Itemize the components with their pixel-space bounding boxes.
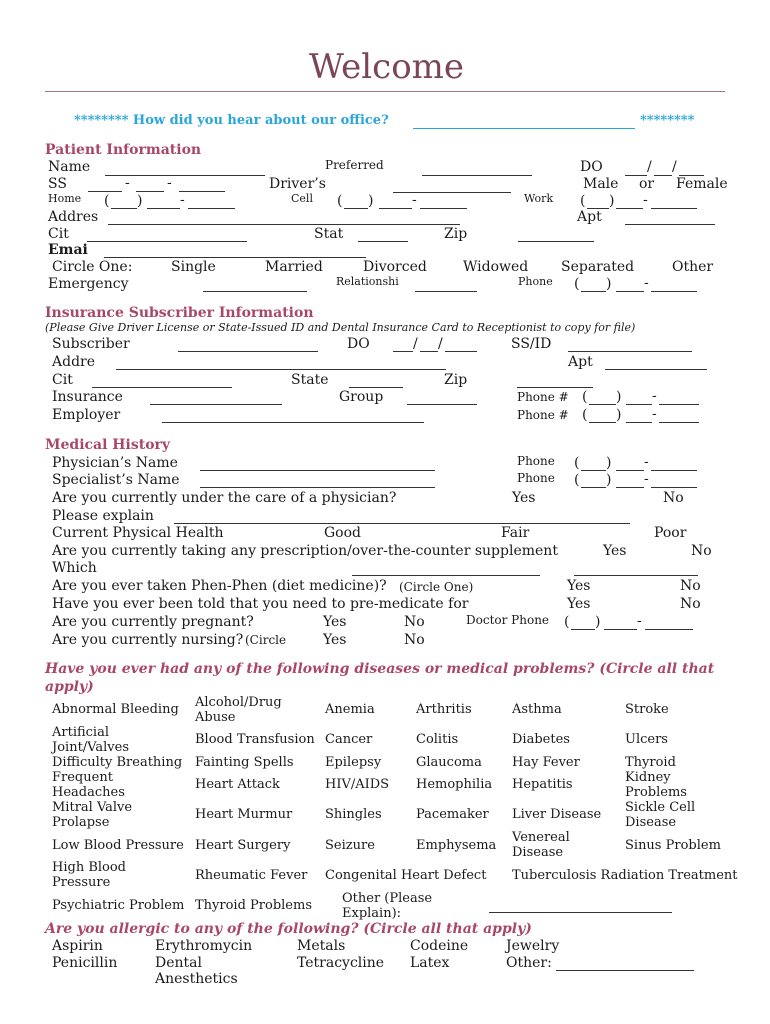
disease-other-explain: Explain): xyxy=(342,906,402,921)
disease-prolapse[interactable]: Prolapse xyxy=(52,815,110,830)
disease-hay-fever[interactable]: Hay Fever xyxy=(512,755,580,770)
nursing-question: Are you currently nursing? xyxy=(52,632,244,648)
ss-part3[interactable] xyxy=(179,191,225,192)
disease-arthritis[interactable]: Arthritis xyxy=(416,702,472,717)
disease-heart-surgery[interactable]: Heart Surgery xyxy=(195,838,291,853)
disease-joint-valves[interactable]: Joint/Valves xyxy=(52,740,129,755)
referral-question: ******** How did you hear about our office? xyxy=(74,113,389,128)
disease-hemophilia[interactable]: Hemophilia xyxy=(416,777,493,792)
work-phone-label: Work xyxy=(524,192,554,205)
health-label: Current Physical Health xyxy=(52,525,224,541)
disease-artificial[interactable]: Artificial xyxy=(52,725,110,740)
which-field-2[interactable] xyxy=(574,575,698,576)
sub-state-label: State xyxy=(291,372,329,388)
disease-liver-disease[interactable]: Liver Disease xyxy=(512,807,602,822)
zip-label: Zip xyxy=(444,226,468,242)
physician-area-code[interactable] xyxy=(581,470,606,471)
which-label: Which xyxy=(52,560,97,576)
premedicate-question: Have you ever been told that you need to pre-medicate for xyxy=(52,596,469,612)
under-care-question: Are you currently under the care of a physician? xyxy=(52,490,397,506)
cell-phone-label: Cell xyxy=(291,192,313,205)
ss-part2[interactable] xyxy=(136,191,164,192)
pregnant-no[interactable]: No xyxy=(404,614,425,630)
emergency-number[interactable] xyxy=(651,291,697,292)
dob-day[interactable] xyxy=(654,175,672,176)
apt-label: Apt xyxy=(577,209,602,225)
employer-number[interactable] xyxy=(659,422,699,423)
under-care-yes[interactable]: Yes xyxy=(512,490,536,506)
insurance-label: Insurance xyxy=(52,389,123,405)
allergy-erythromycin[interactable]: Erythromycin xyxy=(155,938,253,954)
physician-number[interactable] xyxy=(651,470,697,471)
email-label: Emai xyxy=(48,242,88,258)
married-option[interactable]: Married xyxy=(265,259,323,275)
which-field-1[interactable] xyxy=(352,575,540,576)
emergency-prefix[interactable] xyxy=(616,291,644,292)
city-field[interactable] xyxy=(87,241,247,242)
preferred-label: Preferred xyxy=(325,158,384,172)
disease-seizure[interactable]: Seizure xyxy=(325,838,375,853)
allergy-jewelry[interactable]: Jewelry xyxy=(506,938,560,954)
doctor-area-code[interactable] xyxy=(571,629,595,630)
physician-prefix[interactable] xyxy=(616,470,644,471)
other-option[interactable]: Other xyxy=(672,259,714,275)
explain-field[interactable] xyxy=(174,523,630,524)
disease-tuberculosis[interactable]: Tuberculosis Radiation Treatment xyxy=(512,868,738,883)
sub-dob-label: DO xyxy=(347,336,370,352)
disease-venereal-disease[interactable]: Disease xyxy=(512,845,564,860)
pregnant-question: Are you currently pregnant? xyxy=(52,614,254,630)
emergency-area-code[interactable] xyxy=(581,291,606,292)
disease-alcohol-drug-abuse[interactable]: Abuse xyxy=(195,710,236,725)
disease-heart-attack[interactable]: Heart Attack xyxy=(195,777,280,792)
subscriber-field[interactable] xyxy=(178,351,318,352)
medical-history-heading: Medical History xyxy=(45,437,171,453)
zip-field[interactable] xyxy=(518,241,594,242)
work-prefix[interactable] xyxy=(616,208,643,209)
nursing-circle-note: (Circle xyxy=(245,633,287,647)
disease-cancer[interactable]: Cancer xyxy=(325,732,373,747)
disease-stroke[interactable]: Stroke xyxy=(625,702,669,717)
name-label: Name xyxy=(48,159,91,175)
group-label: Group xyxy=(339,389,384,405)
referral-suffix: ******** xyxy=(640,113,695,128)
relationship-label: Relationshi xyxy=(336,275,399,288)
group-field[interactable] xyxy=(407,404,477,405)
specialist-prefix[interactable] xyxy=(616,487,644,488)
supplement-no[interactable]: No xyxy=(691,543,712,559)
disease-thyroid[interactable]: Thyroid xyxy=(625,755,676,770)
diseases-question-line1: Have you ever had any of the following diseases or medical problems? (Circle all that xyxy=(45,661,715,677)
disease-ulcers[interactable]: Ulcers xyxy=(625,732,668,747)
insurance-heading: Insurance Subscriber Information xyxy=(45,305,314,321)
nursing-yes[interactable]: Yes xyxy=(323,632,347,648)
circle-one-label: Circle One: xyxy=(52,259,133,275)
apt-field[interactable] xyxy=(625,224,715,225)
disease-shingles[interactable]: Shingles xyxy=(325,807,382,822)
home-prefix[interactable] xyxy=(147,208,180,209)
disease-rheumatic-fever[interactable]: Rheumatic Fever xyxy=(195,868,308,883)
phenphen-circle-note: (Circle One) xyxy=(399,580,474,594)
allergies-question: Are you allergic to any of the following? (Circle all that apply) xyxy=(45,921,532,937)
drivers-license-field[interactable] xyxy=(393,192,511,193)
preferred-field[interactable] xyxy=(422,175,532,176)
doctor-prefix[interactable] xyxy=(604,629,637,630)
disease-kidney-problems[interactable]: Problems xyxy=(625,785,687,800)
explain-label: Please explain xyxy=(52,508,154,524)
allergy-dental[interactable]: Dental xyxy=(155,955,202,971)
insurance-field[interactable] xyxy=(150,404,282,405)
title-rule xyxy=(45,91,725,92)
disease-alcohol-drug[interactable]: Alcohol/Drug xyxy=(195,695,282,710)
cell-prefix[interactable] xyxy=(379,208,412,209)
disease-asthma[interactable]: Asthma xyxy=(512,702,562,717)
health-fair[interactable]: Fair xyxy=(501,525,530,541)
sub-city-field[interactable] xyxy=(92,387,232,388)
disease-colitis[interactable]: Colitis xyxy=(416,732,459,747)
home-number[interactable] xyxy=(188,208,235,209)
physician-phone-label: Phone xyxy=(517,454,555,468)
disease-sickle-cell-disease[interactable]: Disease xyxy=(625,815,677,830)
divorced-option[interactable]: Divorced xyxy=(363,259,427,275)
specialist-field[interactable] xyxy=(200,487,435,488)
address-field[interactable] xyxy=(108,224,460,225)
sub-zip-label: Zip xyxy=(444,372,468,388)
sub-dob-month[interactable] xyxy=(393,351,413,352)
supplement-yes[interactable]: Yes xyxy=(603,543,627,559)
disease-venereal[interactable]: Venereal xyxy=(512,830,570,845)
subscriber-label: Subscriber xyxy=(52,336,130,352)
sub-dob-year[interactable] xyxy=(445,351,477,352)
single-option[interactable]: Single xyxy=(171,259,216,275)
emergency-label: Emergency xyxy=(48,276,129,292)
insurance-area-code[interactable] xyxy=(589,404,616,405)
disease-kidney[interactable]: Kidney xyxy=(625,770,671,785)
sub-state-field[interactable] xyxy=(349,387,403,388)
allergy-latex[interactable]: Latex xyxy=(410,955,450,971)
employer-field[interactable] xyxy=(162,422,424,423)
employer-label: Employer xyxy=(52,407,121,423)
state-label: Stat xyxy=(314,226,344,242)
disease-other-please: Other (Please xyxy=(342,891,433,906)
widowed-option[interactable]: Widowed xyxy=(463,259,529,275)
doctor-phone-label: Doctor Phone xyxy=(466,613,550,627)
disease-thyroid-problems[interactable]: Thyroid Problems xyxy=(195,898,312,913)
disease-high-blood[interactable]: High Blood xyxy=(52,860,127,875)
home-area-code[interactable] xyxy=(111,208,137,209)
address-label: Addres xyxy=(48,209,99,225)
sub-address-field[interactable] xyxy=(116,369,446,370)
allergy-codeine[interactable]: Codeine xyxy=(410,938,469,954)
allergy-tetracycline[interactable]: Tetracycline xyxy=(297,955,385,971)
specialist-label: Specialist’s Name xyxy=(52,472,180,488)
cell-area-code[interactable] xyxy=(344,208,368,209)
disease-headaches[interactable]: Headaches xyxy=(52,785,125,800)
disease-other-field[interactable] xyxy=(489,912,672,913)
dob-label: DO xyxy=(580,159,603,175)
health-poor[interactable]: Poor xyxy=(654,525,687,541)
physician-label: Physician’s Name xyxy=(52,455,178,471)
phenphen-question: Are you ever taken Phen-Phen (diet medicine)? xyxy=(52,578,387,594)
sub-apt-field[interactable] xyxy=(605,369,707,370)
ssid-label: SS/ID xyxy=(511,336,552,352)
city-label: Cit xyxy=(48,226,69,242)
disease-anemia[interactable]: Anemia xyxy=(325,702,375,717)
disease-blood-transfusion[interactable]: Blood Transfusion xyxy=(195,732,315,747)
drivers-license-label: Driver’s xyxy=(269,176,326,192)
work-number[interactable] xyxy=(651,208,697,209)
premedicate-no[interactable]: No xyxy=(680,596,701,612)
cell-number[interactable] xyxy=(420,208,467,209)
disease-pacemaker[interactable]: Pacemaker xyxy=(416,807,489,822)
ss-part1[interactable] xyxy=(88,191,122,192)
disease-diabetes[interactable]: Diabetes xyxy=(512,732,570,747)
physician-field[interactable] xyxy=(200,470,435,471)
male-option[interactable]: Male xyxy=(583,176,619,192)
insurance-phone-label: Phone # xyxy=(517,390,569,404)
disease-emphysema[interactable]: Emphysema xyxy=(416,838,497,853)
phenphen-yes[interactable]: Yes xyxy=(567,578,591,594)
emergency-field[interactable] xyxy=(203,291,307,292)
employer-prefix[interactable] xyxy=(626,422,652,423)
nursing-no[interactable]: No xyxy=(404,632,425,648)
disease-abnormal-bleeding[interactable]: Abnormal Bleeding xyxy=(52,702,179,717)
allergy-metals[interactable]: Metals xyxy=(297,938,346,954)
sub-apt-label: Apt xyxy=(568,354,593,370)
ss-label: SS xyxy=(48,176,67,192)
insurance-note: (Please Give Driver License or State-Issued ID and Dental Insurance Card to Receptionist to copy for file) xyxy=(45,321,636,334)
disease-low-blood-pressure[interactable]: Low Blood Pressure xyxy=(52,838,184,853)
page-title: Welcome xyxy=(309,47,465,87)
female-option[interactable]: Female xyxy=(676,176,728,192)
disease-hiv-aids[interactable]: HIV/AIDS xyxy=(325,777,390,792)
specialist-number[interactable] xyxy=(651,487,697,488)
disease-sinus-problem[interactable]: Sinus Problem xyxy=(625,838,721,853)
allergy-other-field[interactable] xyxy=(556,970,694,971)
allergy-aspirin[interactable]: Aspirin xyxy=(52,938,103,954)
patient-info-heading: Patient Information xyxy=(45,142,202,158)
disease-congenital-heart-defect[interactable]: Congenital Heart Defect xyxy=(325,868,487,883)
disease-hepatitis[interactable]: Hepatitis xyxy=(512,777,573,792)
referral-line[interactable] xyxy=(413,128,635,129)
ssid-field[interactable] xyxy=(568,351,692,352)
separated-option[interactable]: Separated xyxy=(561,259,635,275)
allergy-penicillin[interactable]: Penicillin xyxy=(52,955,118,971)
pregnant-yes[interactable]: Yes xyxy=(323,614,347,630)
state-field[interactable] xyxy=(358,241,408,242)
premedicate-yes[interactable]: Yes xyxy=(567,596,591,612)
phenphen-no[interactable]: No xyxy=(680,578,701,594)
insurance-prefix[interactable] xyxy=(626,404,652,405)
supplement-question: Are you currently taking any prescription/over-the-counter supplement xyxy=(52,543,558,559)
allergy-dental-anesthetics[interactable]: Anesthetics xyxy=(155,971,238,987)
disease-glaucoma[interactable]: Glaucoma xyxy=(416,755,482,770)
disease-sickle-cell[interactable]: Sickle Cell xyxy=(625,800,696,815)
disease-fainting-spells[interactable]: Fainting Spells xyxy=(195,755,294,770)
health-good[interactable]: Good xyxy=(324,525,362,541)
employer-area-code[interactable] xyxy=(589,422,616,423)
sub-address-label: Addre xyxy=(52,354,96,370)
disease-psychiatric-problem[interactable]: Psychiatric Problem xyxy=(52,898,185,913)
insurance-number[interactable] xyxy=(659,404,699,405)
disease-heart-murmur[interactable]: Heart Murmur xyxy=(195,807,293,822)
disease-mitral-valve[interactable]: Mitral Valve xyxy=(52,800,133,815)
or-text: or xyxy=(639,176,655,192)
employer-phone-label: Phone # xyxy=(517,408,569,422)
allergy-other-label: Other: xyxy=(506,955,552,971)
email-field[interactable] xyxy=(104,257,366,258)
specialist-area-code[interactable] xyxy=(581,487,606,488)
under-care-no[interactable]: No xyxy=(663,490,684,506)
sub-dob-day[interactable] xyxy=(420,351,438,352)
relationship-field[interactable] xyxy=(415,291,477,292)
doctor-number[interactable] xyxy=(645,629,693,630)
sub-zip-field[interactable] xyxy=(517,387,593,388)
disease-high-blood-pressure[interactable]: Pressure xyxy=(52,875,111,890)
diseases-question-line2: apply) xyxy=(45,679,94,695)
specialist-phone-label: Phone xyxy=(517,471,555,485)
disease-difficulty-breathing[interactable]: Difficulty Breathing xyxy=(52,755,183,770)
disease-epilepsy[interactable]: Epilepsy xyxy=(325,755,382,770)
emergency-phone-label: Phone xyxy=(518,275,553,288)
sub-city-label: Cit xyxy=(52,372,73,388)
home-phone-label: Home xyxy=(48,192,82,205)
disease-frequent[interactable]: Frequent xyxy=(52,770,113,785)
